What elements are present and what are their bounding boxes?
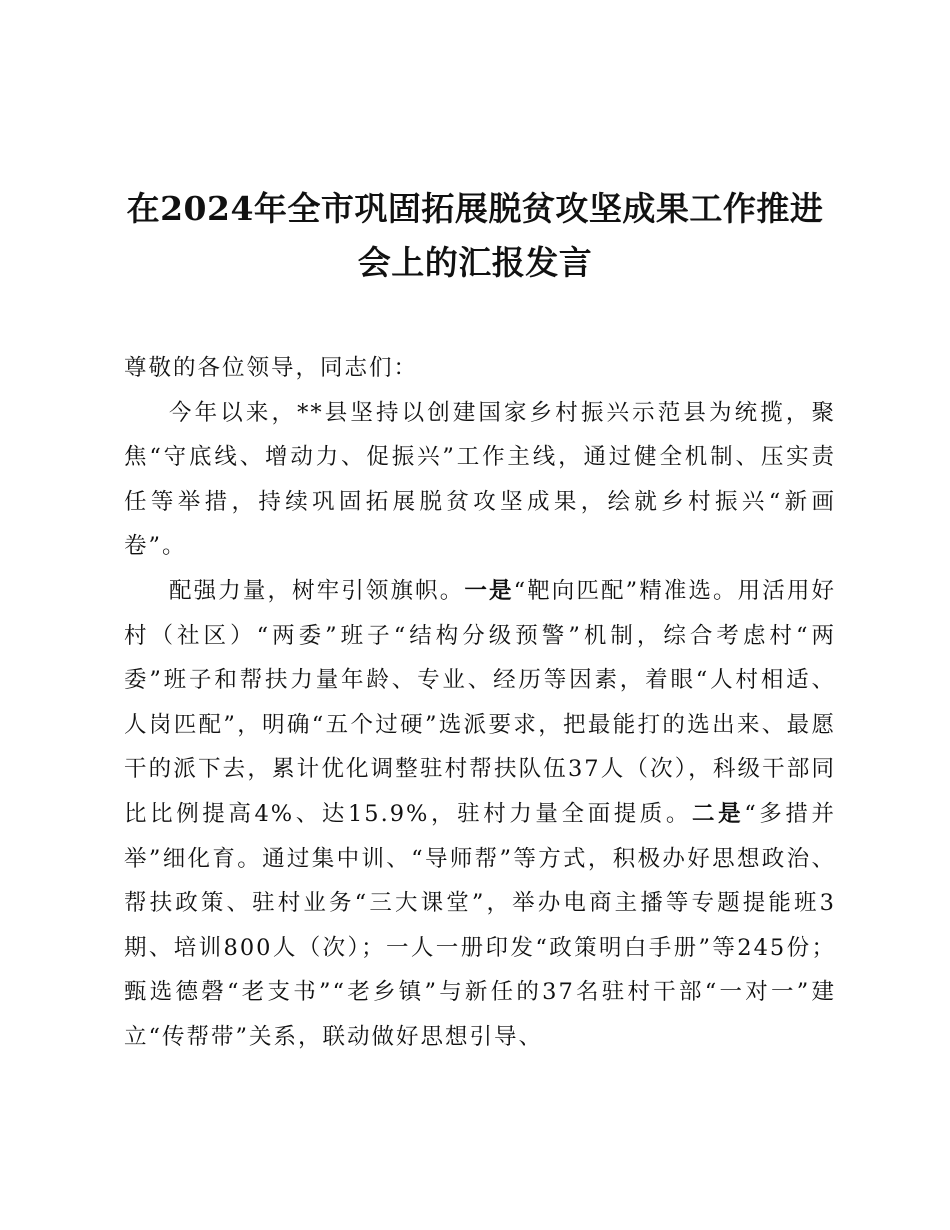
point-1-text: “靶向匹配”精准选。用活用好村（社区）“两委”班子“结构分级预警”机制，综合考虑村“两委”班子和帮扶力量年龄、专业、经历等因素，着眼“人村相适、人岗匹配”，明确“五个过硬”选派要求，把最能打的选出来、最愿干的派下去，累计优化调整驻村帮扶队伍37人（次），科级干部同比比例提高4%、达15.9%，驻村力量全面提质。 <box>124 577 836 827</box>
section-1-paragraph <box>124 569 836 1060</box>
salutation: 尊敬的各位领导，同志们： <box>124 355 419 381</box>
point-2-text: “多措并举”细化育。通过集中训、“导师帮”等方式，积极办好思想政治、帮扶政策、驻村业务“三大课堂”，举办电商主播等专题提能班3期、培训800人（次）；一人一册印发“政策明白手册”等245份；甄选德磬“老支书”“老乡镇”与新任的37名驻村干部“一对一”建立“传帮带”关系，联动做好思想引导、 <box>124 800 836 1050</box>
document-body <box>124 346 836 1060</box>
title-line-1: 在2024年全市巩固拓展脱贫攻坚成果工作推进 <box>126 189 824 228</box>
point-2-label: 二是 <box>691 800 745 827</box>
intro-paragraph: 今年以来，**县坚持以创建国家乡村振兴示范县为统揽，聚焦“守底线、增动力、促振兴”工作主线，通过健全机制、压实责任等举措，持续巩固拓展脱贫攻坚成果，绘就乡村振兴“新画卷”。 <box>124 399 836 560</box>
section-1-heading: 配强力量，树牢引领旗帜。 <box>169 577 465 604</box>
point-1-label: 一是 <box>464 577 514 604</box>
title-line-2: 会上的汇报发言 <box>357 243 593 282</box>
document-title <box>100 182 850 290</box>
